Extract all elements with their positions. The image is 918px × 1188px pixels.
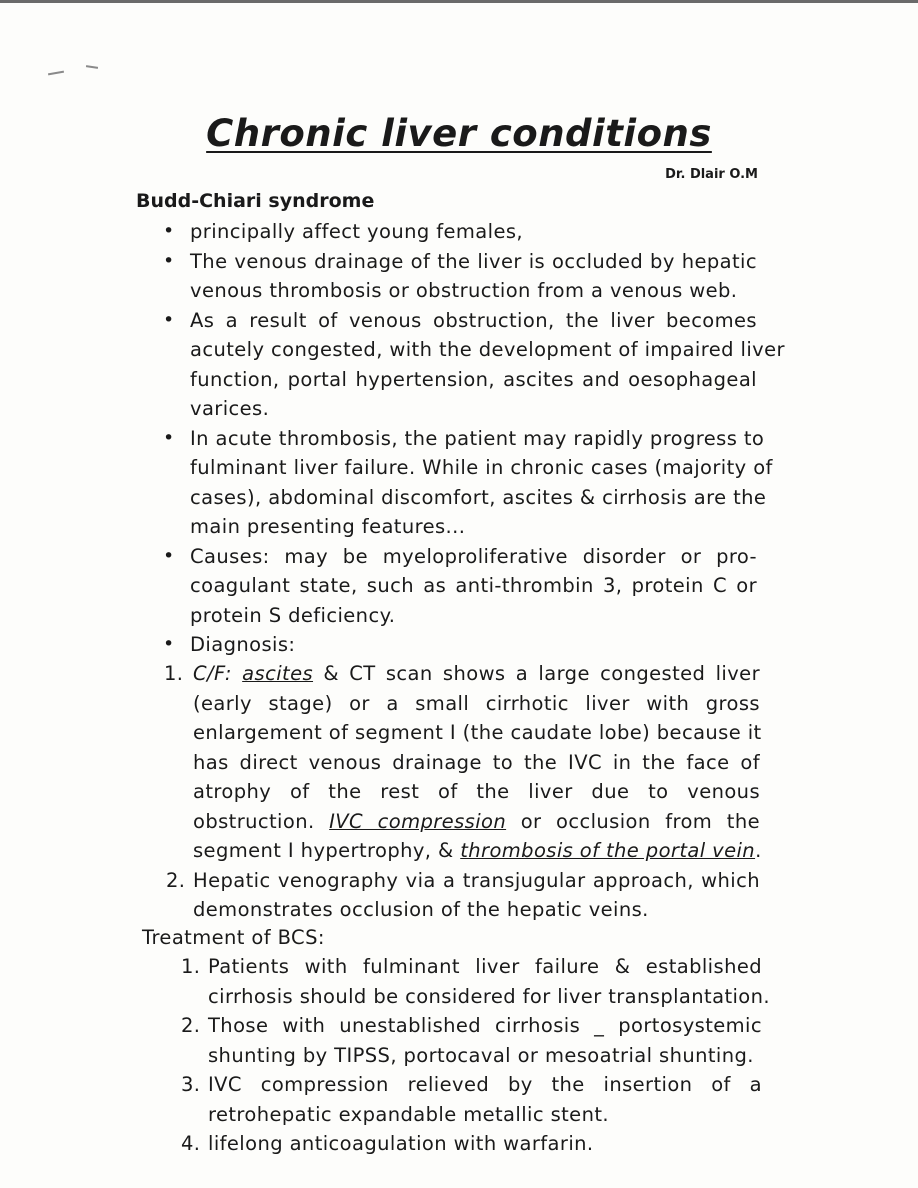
pen-mark: [86, 65, 98, 69]
list-item: 1. Patients with fulminant liver failure & established: [208, 952, 762, 982]
bullet-list: • principally affect young females, • The venous drainage of the liver is occluded by hepatic venous thrombosis or obstruction from a venous web. • As a result of venous obstruction, the liver becomes acutely congested, with the development of impaired liver function, portal hypertension, ascites and oesophageal varices. • In acute thrombosis, the patient may rapidly progress to fulminant liver failure. While in chronic cases (majority of cases), abdominal discomfort, ascites & cirrhosis are the main presenting features... • Causes: may be myeloproliferative disorder or pro- coagulant state, such as anti-thrombin 3, protein C or protein S deficiency. • Diagnosis:: [190, 217, 757, 660]
item-number: 1.: [181, 955, 201, 978]
item-number: 1.: [164, 662, 184, 685]
pen-mark: [48, 71, 64, 76]
link-text: IVC compression: [329, 809, 507, 833]
page-title: Chronic liver conditions: [206, 112, 712, 155]
list-item: 3. IVC compression relieved by the insertion of a: [208, 1070, 762, 1100]
item-number: 4.: [181, 1132, 201, 1155]
list-item: • As a result of venous obstruction, the liver becomes: [190, 306, 757, 336]
bullet-icon: •: [163, 544, 175, 567]
list-item: • In acute thrombosis, the patient may rapidly progress to: [190, 424, 757, 454]
item-number: 2.: [166, 868, 186, 892]
section-heading: Budd-Chiari syndrome: [136, 190, 375, 212]
bullet-icon: •: [163, 426, 175, 449]
list-item: • The venous drainage of the liver is occluded by hepatic: [190, 247, 757, 277]
diagnosis-list: 1. C/F: ascites & CT scan shows a large congested liver (early stage) or a small cirrhotic liver with gross enlargement of segment I (the caudate lobe) because it has direct venous drainage to the IVC in the face of atrophy of the rest of the liver due to venous obstruction. IVC compression or occlusion from the segment I hypertrophy, & thrombosis of the portal vein. 2. Hepatic venography via a transjugular approach, which demonstrates occlusion of the hepatic veins.: [193, 659, 760, 925]
scan-edge: [0, 0, 918, 3]
list-item: • Causes: may be myeloproliferative disorder or pro-: [190, 542, 757, 572]
item-number: 2.: [181, 1014, 201, 1037]
author: Dr. Dlair O.M: [665, 167, 758, 182]
treatment-list: 1. Patients with fulminant liver failure & established cirrhosis should be considered for liver transplantation. 2. Those with unestablished cirrhosis _ portosystemic shunting by TIPSS, portocaval or mesoatrial shunting. 3. IVC compression relieved by the insertion of a retrohepatic expandable metallic stent. 4. lifelong anticoagulation with warfarin.: [208, 952, 762, 1159]
list-item: 1. C/F: ascites & CT scan shows a large congested liver: [193, 659, 760, 689]
treatment-heading: Treatment of BCS:: [142, 926, 325, 949]
bullet-icon: •: [163, 633, 175, 655]
link-text: thrombosis of the portal vein: [460, 839, 756, 862]
list-item: 2. Those with unestablished cirrhosis _ portosystemic: [208, 1011, 762, 1041]
link-text: ascites: [242, 662, 314, 685]
list-item: 4. lifelong anticoagulation with warfarin.: [208, 1129, 762, 1159]
list-item: • principally affect young females,: [190, 217, 757, 247]
bullet-icon: •: [163, 308, 175, 331]
list-item: 2. Hepatic venography via a transjugular approach, which: [193, 866, 760, 896]
bullet-icon: •: [163, 249, 175, 272]
list-item: • Diagnosis:: [190, 630, 757, 660]
bullet-icon: •: [163, 220, 175, 242]
item-number: 3.: [181, 1073, 201, 1096]
